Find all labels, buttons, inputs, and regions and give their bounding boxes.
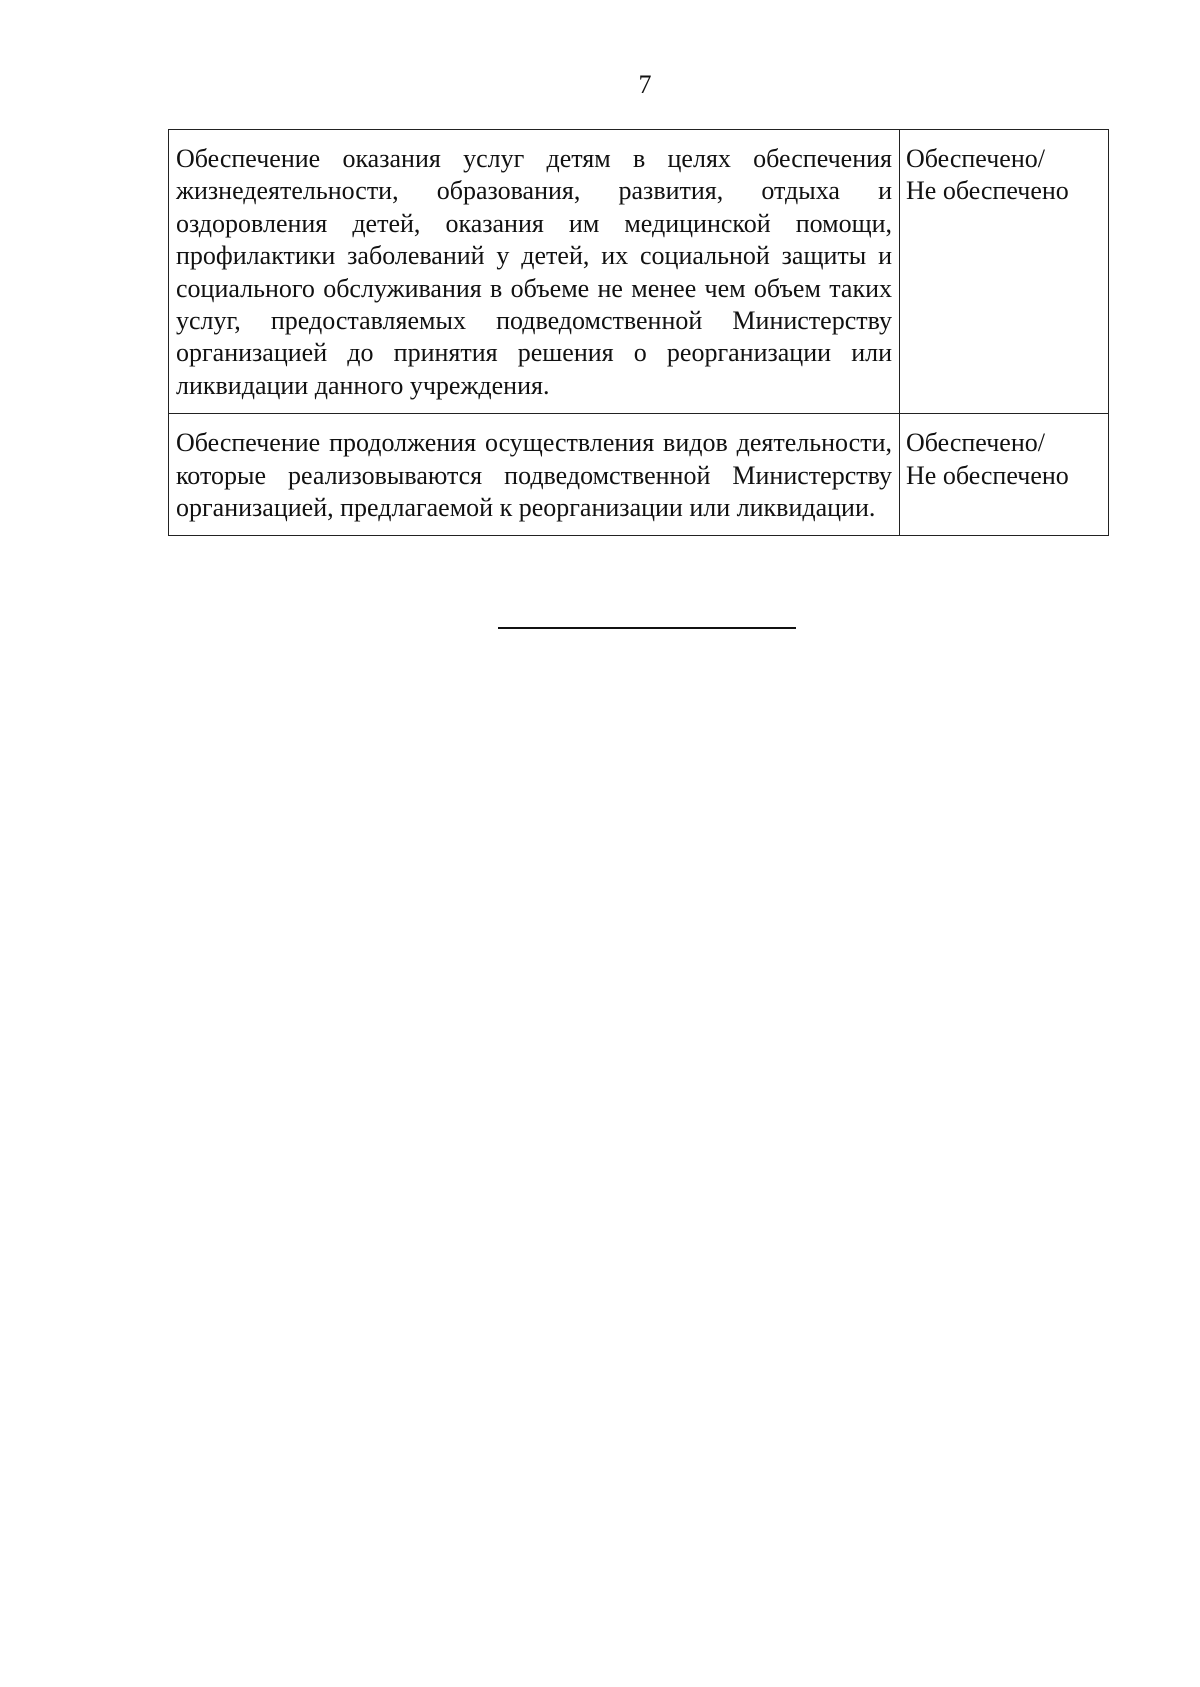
document-end-rule <box>498 627 796 629</box>
criteria-table <box>168 129 1109 536</box>
table-row <box>169 414 1109 536</box>
criterion-cell: Обеспечение оказания услуг детям в целях обеспечения жизнедеятельности, образования, развития, отдыха и оздоровления детей, оказания им медицинской помощи, профилактики заболеваний у детей, их социальной защиты и социального обслуживания в объеме не менее чем объем таких услуг, предоставляемых подведомственной Министерству организацией до принятия решения о реорганизации или ликвидации данного учреждения. <box>169 130 900 414</box>
status-option-provided: Обеспечено/ <box>906 144 1045 173</box>
criterion-cell: Обеспечение продолжения осуществления видов деятельности, которые реализовываются подведомственной Министерству организацией, предлагаемой к реорганизации или ликвидации. <box>169 414 900 536</box>
table-row <box>169 130 1109 414</box>
page-number: 7 <box>638 70 652 99</box>
status-cell <box>900 414 1109 536</box>
status-cell <box>900 130 1109 414</box>
status-option-not-provided: Не обеспечено <box>906 460 1069 490</box>
status-option-provided: Обеспечено/ <box>906 428 1045 458</box>
status-option-not-provided: Не обеспечено <box>906 176 1069 206</box>
